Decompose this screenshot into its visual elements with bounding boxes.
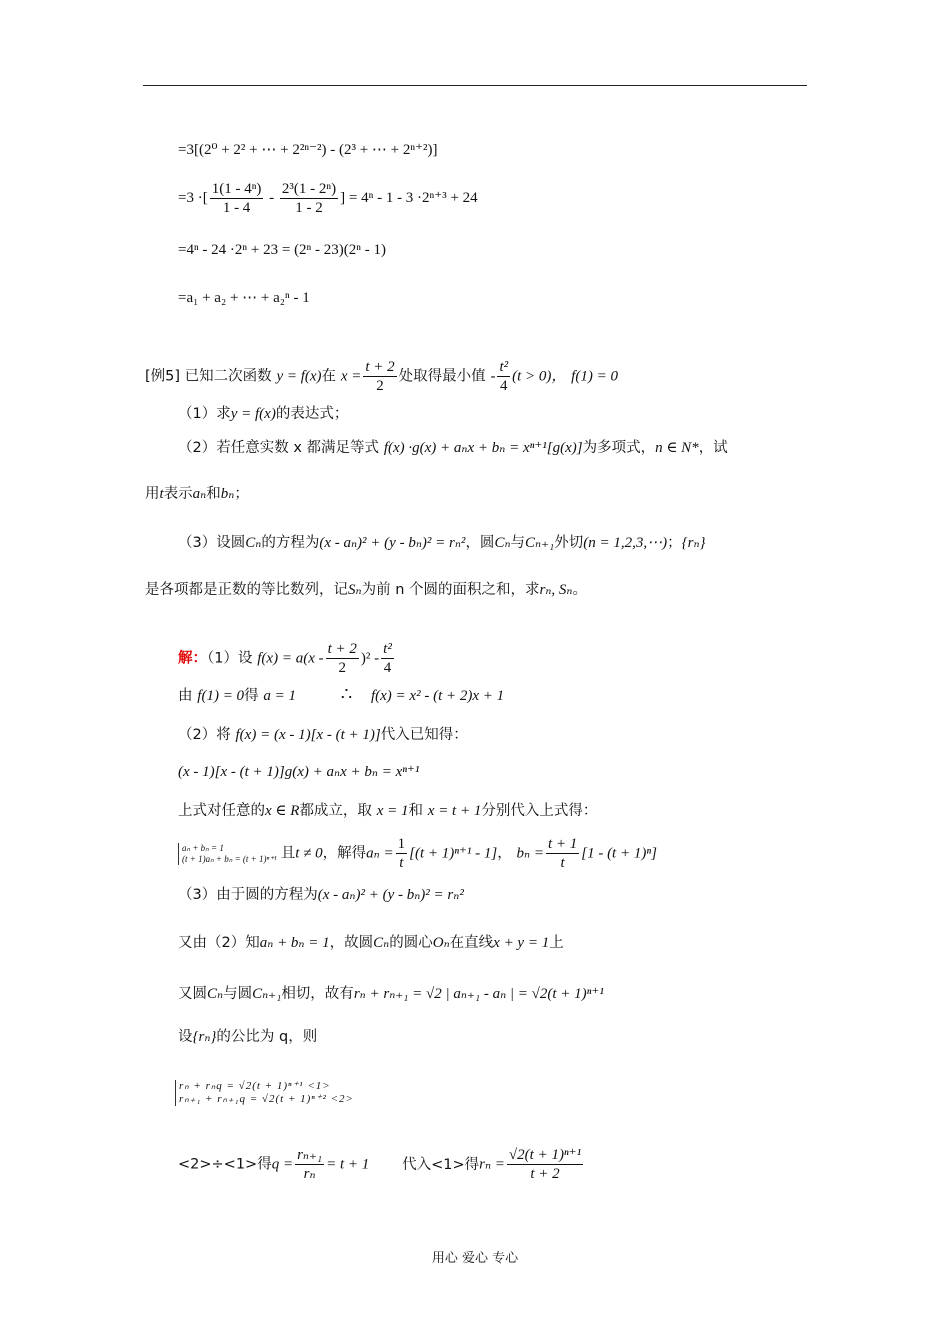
fraction xyxy=(396,835,408,872)
math-expr: [1 - (t + 1)ⁿ] xyxy=(581,845,657,862)
fraction-numerator: 1(1 - 4ⁿ) xyxy=(211,181,262,197)
solution-step-3-tangent xyxy=(178,983,604,1004)
text: 和 xyxy=(206,486,221,502)
system-line: rₙ + rₙq = √2(t + 1)ⁿ⁺¹ <1> xyxy=(179,1080,331,1092)
derivation-line-3: =4ⁿ - 24 ·2ⁿ + 23 = (2ⁿ - 23)(2ⁿ - 1) xyxy=(178,242,386,258)
fraction-numerator: rₙ₊₁ xyxy=(297,1147,323,1163)
example5-label: [例5] 已知二次函数 xyxy=(145,368,272,385)
text: 的公比为 q，则 xyxy=(216,1029,318,1045)
fraction xyxy=(507,1146,583,1183)
equation-system xyxy=(178,843,277,865)
text: （2）若任意实数 x 都满足等式 xyxy=(178,440,380,456)
fraction-denominator: 2 xyxy=(338,660,346,676)
question-2-line-2 xyxy=(145,483,249,504)
math-expr: {rₙ} xyxy=(681,535,706,551)
text: 由 xyxy=(178,688,193,704)
text: 分别代入上式得： xyxy=(481,803,598,819)
derivation-line-2-prefix: =3 ·[ xyxy=(178,189,208,206)
math-expr: t xyxy=(159,486,164,502)
math-expr: f(x) = x² - (t + 2)x + 1 xyxy=(370,688,505,704)
math-expr: (n = 1,2,3,⋯) xyxy=(583,535,668,551)
solution-step-2-substitution xyxy=(178,800,597,821)
math-expr: Cₙ xyxy=(245,535,262,551)
text: 又由（2）知 xyxy=(178,935,260,951)
solution-step-1 xyxy=(178,640,396,677)
math-expr: y = f(x) xyxy=(276,368,322,385)
derivation-line-4: =a₁ + a₂ + ⋯ + a₂ⁿ - 1 xyxy=(178,290,310,306)
math-expr: (t > 0)， xyxy=(512,368,567,385)
text: 的方程为 xyxy=(261,535,320,551)
fraction-denominator: 2 xyxy=(376,378,384,394)
page-footer: 用心 爱心 专心 xyxy=(431,1251,519,1266)
fraction-numerator: t² xyxy=(383,641,392,657)
derivation-line-2 xyxy=(178,180,478,217)
math-expr: f(x) = a(x - xyxy=(257,650,324,667)
text: 都成立，取 xyxy=(299,803,372,819)
text: 上 xyxy=(549,935,564,951)
text: 又圆 xyxy=(178,986,207,1002)
fraction-numerator: √2(t + 1)ⁿ⁺¹ xyxy=(508,1147,582,1163)
solution-step-2-equation: (x - 1)[x - (t + 1)]g(x) + aₙx + bₙ = xⁿ⁺¹ xyxy=(178,764,420,780)
math-expr: (x - aₙ)² + (y - bₙ)² = rₙ² xyxy=(317,887,464,903)
fraction xyxy=(381,640,394,677)
question-2 xyxy=(178,437,728,458)
example5-intro xyxy=(145,358,618,395)
math-expr: f(x) = (x - 1)[x - (t + 1)] xyxy=(235,727,381,743)
fraction-denominator: 1 - 2 xyxy=(295,200,323,216)
math-expr: t ≠ 0 xyxy=(295,845,323,862)
text: <2>÷<1>得 xyxy=(178,1156,272,1173)
text: ； xyxy=(667,535,682,551)
solution-step-3 xyxy=(178,884,464,905)
text: ； xyxy=(234,486,249,502)
text: 相切，故有 xyxy=(281,986,354,1002)
text: ，试 xyxy=(698,440,728,456)
math-expr: x = 1 xyxy=(376,803,409,819)
fraction-denominator: t + 2 xyxy=(530,1166,560,1182)
solution-step-1b xyxy=(178,684,504,706)
math-expr: y = f(x) xyxy=(230,406,276,422)
text: 代入已知得： xyxy=(380,727,468,743)
math-expr: - xyxy=(490,368,496,385)
fraction-numerator: t + 1 xyxy=(547,836,578,852)
text: ，圆 xyxy=(465,535,495,551)
equation-system xyxy=(175,1080,354,1106)
fraction-denominator: 1 - 4 xyxy=(222,200,251,216)
solution-step-3-system xyxy=(175,1080,354,1106)
math-expr: Oₙ xyxy=(432,935,450,951)
math-expr: Cₙ xyxy=(494,535,511,551)
solution-step-3-center xyxy=(178,932,564,953)
fraction-numerator: t + 2 xyxy=(365,359,395,375)
math-expr: rₙ, Sₙ xyxy=(539,582,573,598)
system-line: rₙ₊₁ + rₙ₊₁q = √2(t + 1)ⁿ⁺² <2> xyxy=(179,1093,354,1105)
math-expr: (x - aₙ)² + (y - bₙ)² = rₙ² xyxy=(319,535,466,551)
text: 代入<1>得 xyxy=(402,1156,480,1173)
fraction-numerator: t + 2 xyxy=(327,641,357,657)
text: （1）设 xyxy=(207,650,253,667)
text: 与 xyxy=(510,535,526,551)
math-expr: a = 1 xyxy=(263,688,296,704)
system-line: aₙ + bₙ = 1 xyxy=(182,842,224,853)
derivation-line-1: =3[(2⁰ + 2² + ⋯ + 2²ⁿ⁻²) - (2³ + ⋯ + 2ⁿ⁺²)] xyxy=(178,142,438,158)
question-3 xyxy=(178,532,706,553)
math-expr: aₙ + bₙ = 1 xyxy=(259,935,330,951)
text: 用 xyxy=(145,486,160,502)
text: 得 xyxy=(244,688,259,704)
text: ，故圆 xyxy=(329,935,374,951)
text: 在直线 xyxy=(449,935,494,951)
fraction xyxy=(497,358,510,395)
fraction-denominator: 4 xyxy=(383,660,392,676)
math-expr: aₙ xyxy=(192,486,207,502)
fraction-numerator: 2³(1 - 2ⁿ) xyxy=(281,181,337,197)
fraction xyxy=(546,835,579,872)
text: 和 xyxy=(408,803,423,819)
derivation-line-2-suffix: ] = 4ⁿ - 1 - 3 ·2ⁿ⁺³ + 24 xyxy=(340,189,478,206)
math-expr: f(1) = 0 xyxy=(571,368,618,385)
math-expr: [(t + 1)ⁿ⁺¹ - 1] xyxy=(409,845,498,862)
fraction xyxy=(295,1146,324,1183)
math-expr: q = xyxy=(271,1156,294,1173)
text: ， xyxy=(497,845,512,862)
text: 外切 xyxy=(554,535,584,551)
solution-step-3-final xyxy=(178,1146,585,1183)
text: 为前 n 个圆的面积之和，求 xyxy=(361,582,540,598)
text: （3）由于圆的方程为 xyxy=(178,887,318,903)
solution-step-3-ratio xyxy=(178,1026,317,1047)
text: （2）将 xyxy=(178,727,231,743)
text: 为多项式， xyxy=(582,440,656,456)
fraction-numerator: 1 xyxy=(397,836,406,852)
fraction-denominator: t xyxy=(399,855,404,871)
math-expr: f(x) ·g(x) + aₙx + bₙ = xⁿ⁺¹[g(x)] xyxy=(383,440,583,456)
header-rule xyxy=(143,85,807,86)
math-expr: bₙ = xyxy=(516,845,544,862)
solution-step-2-result xyxy=(178,835,657,872)
math-expr: {rₙ} xyxy=(192,1029,217,1045)
solution-step-2 xyxy=(178,724,468,745)
fraction-numerator: t² xyxy=(499,359,509,375)
fraction-denominator: rₙ xyxy=(303,1166,316,1182)
derivation-fraction-2 xyxy=(280,180,338,217)
text: 是各项都是正数的等比数列，记 xyxy=(145,582,348,598)
math-expr: bₙ xyxy=(220,486,235,502)
fraction-denominator: t xyxy=(560,855,565,871)
text: （3）设圆 xyxy=(178,535,246,551)
question-3-line-2 xyxy=(145,579,587,600)
fraction xyxy=(326,640,359,677)
math-expr: f(1) = 0 xyxy=(197,688,245,704)
math-expr: Sₙ xyxy=(348,582,362,598)
text: 表示 xyxy=(163,486,193,502)
text: 与圆 xyxy=(223,986,253,1002)
math-expr: x = t + 1 xyxy=(427,803,482,819)
math-expr: = t + 1 xyxy=(326,1156,370,1173)
text: 在 xyxy=(321,368,337,385)
math-expr: )² - xyxy=(360,650,380,667)
math-expr: rₙ = xyxy=(479,1156,505,1173)
fraction-denominator: 4 xyxy=(500,378,508,394)
text: 的圆心 xyxy=(389,935,433,951)
math-expr: rₙ + rₙ₊₁ = √2 | aₙ₊₁ - aₙ | = √2(t + 1)ⁿ⁺¹ xyxy=(353,986,604,1002)
text: 且 xyxy=(280,845,296,862)
text: ，解得 xyxy=(322,845,367,862)
text: 。 xyxy=(572,582,588,598)
math-expr: aₙ = xyxy=(366,845,394,862)
math-expr: x + y = 1 xyxy=(493,935,550,951)
derivation-line-2-minus: - xyxy=(265,189,278,206)
math-expr: n ∈ N* xyxy=(655,440,699,456)
math-expr: Cₙ₊₁ xyxy=(525,535,555,551)
text: 处取得最小值 xyxy=(398,368,486,385)
math-expr: Cₙ xyxy=(373,935,390,951)
text: 上式对任意的 xyxy=(178,803,265,819)
math-expr: Cₙ xyxy=(207,986,224,1002)
system-line: (t + 1)aₙ + bₙ = (t + 1)ⁿ⁺¹ xyxy=(182,853,277,864)
text: 的表达式； xyxy=(275,406,349,422)
therefore-symbol: ∴ xyxy=(340,684,353,704)
math-expr: x = xyxy=(340,368,362,385)
text: 设 xyxy=(178,1029,193,1045)
text: （1）求 xyxy=(178,406,231,422)
math-expr: x ∈ R xyxy=(265,803,300,819)
fraction xyxy=(363,358,396,395)
math-expr: Cₙ₊₁ xyxy=(252,986,282,1002)
solution-label: 解： xyxy=(178,650,207,667)
question-1 xyxy=(178,403,348,424)
derivation-fraction-1 xyxy=(210,180,264,217)
